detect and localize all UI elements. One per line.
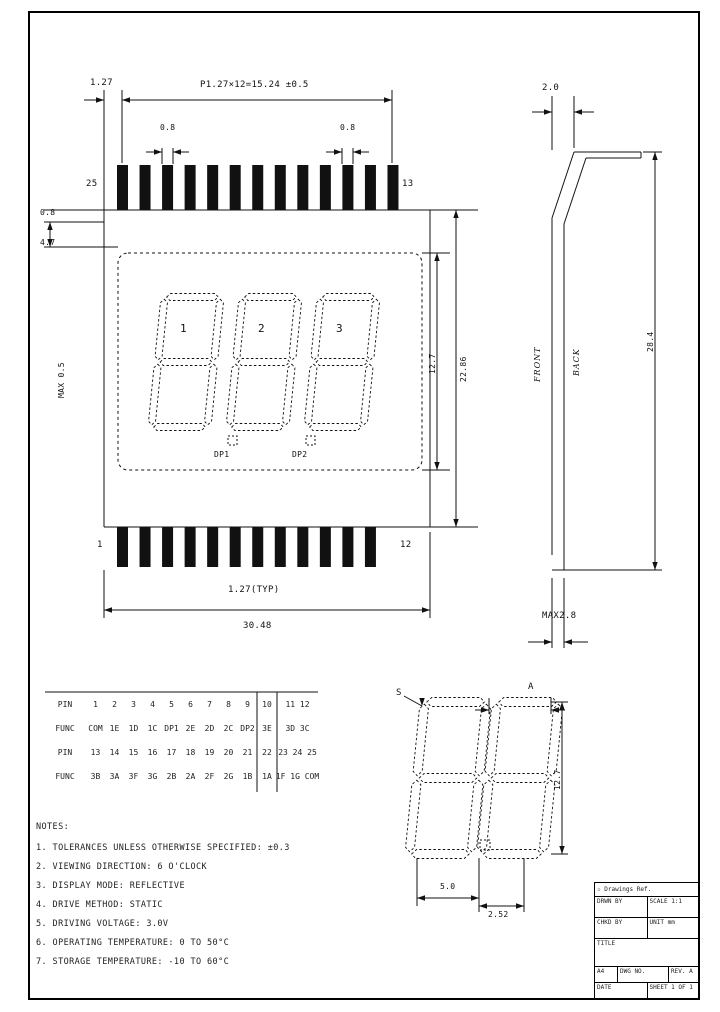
segment-outline [167, 294, 219, 301]
dim-bottom-note: 1.27(TYP) [228, 585, 280, 595]
segment-outline [160, 359, 212, 366]
star-icon: ✩ [597, 886, 601, 893]
pin-bar [297, 527, 308, 567]
segment-outline [413, 704, 428, 776]
table-cell: 1E [109, 724, 120, 733]
arrowhead [122, 97, 130, 102]
table-cell: 18 [185, 748, 196, 757]
table-cell: 7 [207, 700, 212, 709]
arrowhead [652, 152, 657, 160]
segment-outline [233, 299, 245, 360]
dim-glass-height: 22.86 [459, 356, 468, 382]
dim-left-mid: 4.7 [40, 238, 56, 247]
pin-bar [387, 165, 398, 210]
drwn-by-cell: DRWN BY [595, 897, 648, 917]
table-cell: 16 [147, 748, 158, 757]
pin-bar [117, 165, 128, 210]
arrowhead [104, 607, 112, 612]
chkd-by-cell: CHKD BY [595, 918, 648, 938]
arrowhead [479, 903, 487, 908]
segment-outline [406, 780, 421, 852]
segment-outline [205, 364, 217, 425]
arrowhead [154, 149, 162, 154]
table-cell: 2B [166, 772, 177, 781]
table-cell: 22 [262, 748, 272, 757]
table-cell: 1D [128, 724, 139, 733]
segment-outline [311, 299, 323, 360]
table-cell: 1B [242, 772, 253, 781]
pin-bar [275, 527, 286, 567]
pin-bar [252, 527, 263, 567]
note-item: 2. VIEWING DIRECTION: 6 O'CLOCK [36, 862, 208, 872]
arrowhead [384, 97, 392, 102]
arrowhead [559, 846, 564, 854]
arrowhead [434, 462, 439, 470]
pin-bar [140, 527, 151, 567]
note-item: 1. TOLERANCES UNLESS OTHERWISE SPECIFIED: ±0.3 [36, 843, 290, 853]
table-cell: 2A [185, 772, 196, 781]
unit-label: UNIT [649, 919, 664, 926]
table-cell: COM [88, 724, 103, 733]
arrowhead [453, 210, 458, 218]
note-item: 6. OPERATING TEMPERATURE: 0 TO 50°C [36, 938, 230, 948]
table-cell: 23 24 25 [278, 748, 317, 757]
segment-outline [485, 704, 500, 776]
note-item: 3. DISPLAY MODE: REFLECTIVE [36, 881, 185, 891]
drawing-rect [118, 253, 422, 470]
arrowhead [353, 149, 361, 154]
pin-label-bottom-right: 12 [400, 540, 412, 550]
segment-outline [412, 850, 470, 859]
pin-bar [320, 165, 331, 210]
table-cell: 3D 3C [285, 724, 310, 733]
arrowhead [453, 519, 458, 527]
segment-outline [316, 359, 368, 366]
unit-cell [648, 918, 700, 938]
scale-cell [648, 897, 700, 917]
segment-outline [478, 780, 493, 852]
table-cell: 2D [204, 724, 215, 733]
pin-bar [185, 527, 196, 567]
pin-bar [185, 165, 196, 210]
title-cell: TITLE [597, 940, 616, 947]
front-label: FRONT [533, 346, 542, 382]
arrowhead [422, 607, 430, 612]
note-item: 7. STORAGE TEMPERATURE: -10 TO 60°C [36, 957, 230, 967]
segment-outline [245, 294, 297, 301]
title-block-header-text: Drawings Ref. [604, 886, 652, 893]
dim-pin-pitch-total: P1.27×12=15.24 ±0.5 [200, 80, 309, 90]
digit-label-1: 1 [180, 322, 187, 335]
arrowhead [471, 895, 479, 900]
table-row-label: FUNC [55, 772, 75, 781]
pin-bar [297, 165, 308, 210]
pin-bar [342, 527, 353, 567]
dim-left-top: 0.8 [40, 208, 56, 217]
arrowhead [516, 903, 524, 908]
arrowhead [544, 639, 552, 644]
pin-bar [230, 165, 241, 210]
arrowhead [652, 562, 657, 570]
date-cell: DATE [595, 983, 648, 998]
arrowhead [96, 97, 104, 102]
pin-label-top-right: 13 [402, 179, 414, 189]
dp2-label: DP2 [292, 450, 308, 459]
table-cell: 3F [128, 772, 139, 781]
table-cell: 11 12 [285, 700, 310, 709]
segment-outline [232, 424, 284, 431]
table-cell: 8 [226, 700, 231, 709]
table-cell: DP1 [164, 724, 179, 733]
segment-outline [289, 299, 301, 360]
pin-bar [320, 527, 331, 567]
table-cell: 13 [90, 748, 101, 757]
title-block [594, 882, 699, 999]
drawing-line [404, 696, 422, 706]
dim-detail-dp-offset: 2.52 [488, 910, 509, 919]
digit-label-2: 2 [258, 322, 265, 335]
segment-outline [367, 299, 379, 360]
title-block-header [595, 885, 699, 894]
table-cell: 9 [245, 700, 250, 709]
table-cell: 14 [109, 748, 120, 757]
rev-cell [669, 967, 699, 982]
table-row-label: PIN [57, 748, 73, 757]
pin-bar [207, 527, 218, 567]
arrowhead [544, 109, 552, 114]
segment-outline [227, 364, 239, 425]
table-cell: 1C [147, 724, 158, 733]
dim-pin-width-right: 0.8 [340, 123, 356, 132]
unit-value: mm [667, 919, 675, 926]
pin-bar [230, 527, 241, 567]
table-cell: 4 [150, 700, 155, 709]
segment-outline [211, 299, 223, 360]
dim-detail-s: S [396, 688, 402, 698]
pin-bar [365, 165, 376, 210]
segment-outline [323, 294, 375, 301]
table-cell: 2F [204, 772, 215, 781]
pin-bar [252, 165, 263, 210]
segment-outline [305, 364, 317, 425]
drawing-line [564, 158, 586, 224]
table-cell: 1A [262, 772, 272, 781]
table-cell: 2C [223, 724, 234, 733]
table-cell: 10 [262, 700, 272, 709]
drawing-rect [306, 436, 315, 445]
dim-left-vertical: MAX 0.5 [57, 362, 66, 398]
table-cell: 19 [204, 748, 215, 757]
scale-value: 1:1 [671, 898, 683, 905]
segment-outline [283, 364, 295, 425]
arrowhead [564, 639, 572, 644]
segment-outline [155, 299, 167, 360]
dim-pin-offset: 1.27 [90, 78, 113, 88]
table-cell: 1F 1G COM [275, 772, 320, 781]
segment-outline [427, 698, 485, 707]
dim-detail-height: 12.7 [553, 769, 562, 790]
table-cell: 21 [242, 748, 253, 757]
scale-label: SCALE [649, 898, 668, 905]
table-cell: 3E [262, 724, 272, 733]
arrowhead [173, 149, 181, 154]
drawing-rect [228, 436, 237, 445]
arrowhead [574, 109, 582, 114]
table-cell: 1 [93, 700, 98, 709]
table-cell: 2 [112, 700, 117, 709]
segment-outline [310, 424, 362, 431]
back-label: BACK [572, 348, 581, 376]
size-cell: A4 [595, 967, 618, 982]
pin-bar [342, 165, 353, 210]
segment-outline [540, 780, 555, 852]
table-cell: 3B [90, 772, 101, 781]
segment-outline [149, 364, 161, 425]
segment-outline [154, 424, 206, 431]
dwg-no-cell: DWG NO. [618, 967, 669, 982]
drawing-line [552, 152, 574, 218]
table-cell: 15 [128, 748, 139, 757]
pin-bar [275, 165, 286, 210]
rev-label: REV. [671, 968, 686, 975]
dim-pin-width-left: 0.8 [160, 123, 176, 132]
sheet-cell: SHEET 1 OF 1 [649, 984, 693, 991]
pin-bar [162, 527, 173, 567]
notes-block [36, 818, 290, 972]
pin-bar [162, 165, 173, 210]
dim-side-height: 28.4 [646, 331, 655, 352]
pin-label-top-left: 25 [86, 179, 98, 189]
table-cell: 6 [188, 700, 193, 709]
dim-detail-a: A [528, 682, 534, 692]
table-cell: 2G [223, 772, 234, 781]
table-cell: 2E [185, 724, 196, 733]
arrowhead [334, 149, 342, 154]
segment-outline [499, 698, 557, 707]
dim-overall-width: 30.48 [243, 621, 272, 631]
pin-bar [117, 527, 128, 567]
table-cell: 17 [166, 748, 177, 757]
table-cell: 20 [223, 748, 234, 757]
notes-items [36, 839, 290, 972]
segment-outline [484, 850, 542, 859]
dim-viewing-height: 12.7 [428, 353, 437, 374]
digit-label-3: 3 [336, 322, 343, 335]
dp1-label: DP1 [214, 450, 230, 459]
table-cell: 3A [109, 772, 120, 781]
arrowhead [551, 707, 559, 712]
segment-outline [491, 774, 549, 783]
table-row-label: PIN [57, 700, 73, 709]
table-row-label: FUNC [55, 724, 75, 733]
table-cell: DP2 [240, 724, 255, 733]
table-cell: 5 [169, 700, 174, 709]
table-cell: 3G [147, 772, 158, 781]
arrowhead [417, 895, 425, 900]
segment-outline [238, 359, 290, 366]
segment-outline [419, 774, 477, 783]
dim-detail-digit-width: 5.0 [440, 882, 456, 891]
dim-side-top: 2.0 [542, 83, 560, 93]
arrowhead [481, 707, 489, 712]
note-item: 4. DRIVE METHOD: STATIC [36, 900, 163, 910]
rev-value: A [689, 968, 693, 975]
table-cell: 3 [131, 700, 136, 709]
arrowhead [434, 253, 439, 261]
segment-outline [547, 704, 562, 776]
segment-outline [361, 364, 373, 425]
dim-side-thickness: MAX2.8 [542, 611, 577, 621]
pin-label-bottom-left: 1 [97, 540, 103, 550]
notes-title: NOTES: [36, 822, 70, 832]
pin-bar [365, 527, 376, 567]
pin-bar [207, 165, 218, 210]
note-item: 5. DRIVING VOLTAGE: 3.0V [36, 919, 169, 929]
pin-bar [140, 165, 151, 210]
